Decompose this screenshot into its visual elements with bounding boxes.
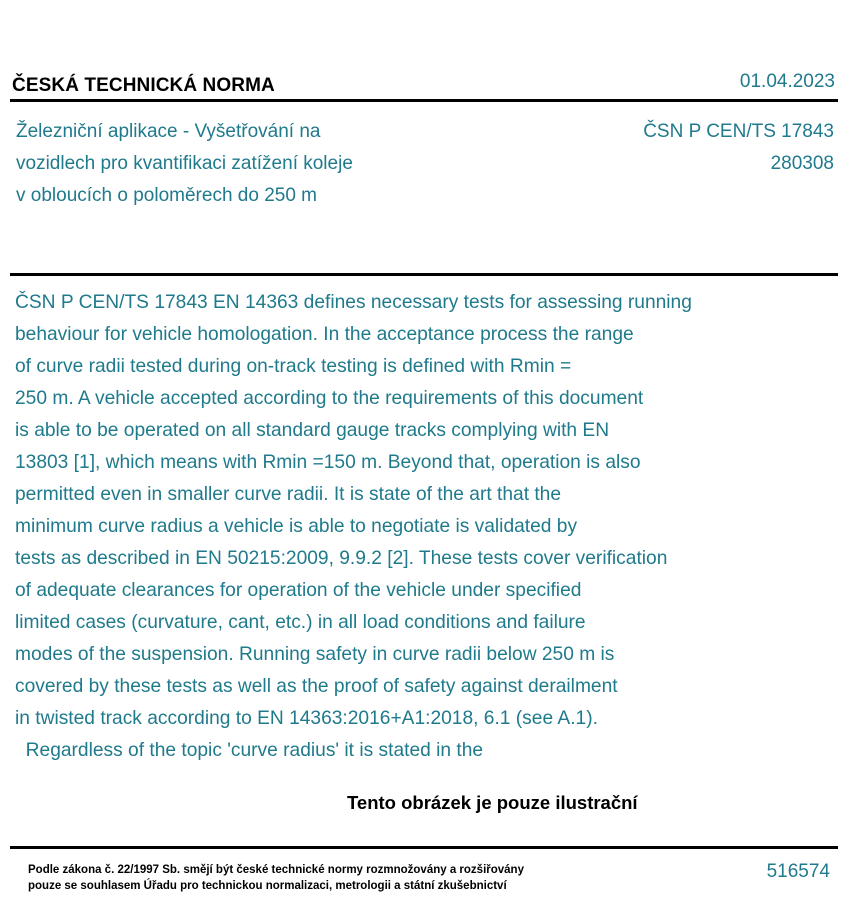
body-line: minimum curve radius a vehicle is able to negotiate is validated by: [15, 516, 578, 537]
footer-legal-note: [28, 862, 524, 894]
body-line: 250 m. A vehicle accepted according to the requirements of this document: [15, 388, 644, 409]
document-title-line: Železniční aplikace - Vyšetřování na: [16, 121, 321, 142]
body-line: tests as described in EN 50215:2009, 9.9.2 [2]. These tests cover verification: [15, 548, 668, 569]
footer-legal-line: Podle zákona č. 22/1997 Sb. smějí být české technické normy rozmnožovány a rozšiřovány: [28, 864, 524, 876]
body-line: Regardless of the topic 'curve radius' it is stated in the: [15, 740, 484, 761]
footer-number: 516574: [766, 861, 830, 882]
body-line: modes of the suspension. Running safety in curve radii below 250 m is: [15, 644, 615, 665]
document-code: ČSN P CEN/TS 17843: [643, 121, 834, 142]
body-line: in twisted track according to EN 14363:2016+A1:2018, 6.1 (see A.1).: [15, 708, 598, 729]
body-line: limited cases (curvature, cant, etc.) in all load conditions and failure: [15, 612, 586, 633]
body-line: covered by these tests as well as the proof of safety against derailment: [15, 676, 618, 697]
body-line: ČSN P CEN/TS 17843 EN 14363 defines necessary tests for assessing running: [15, 292, 692, 313]
body-text: [15, 287, 845, 767]
middle-rule: [10, 273, 838, 276]
body-line: of curve radii tested during on-track testing is defined with Rmin =: [15, 356, 572, 377]
illustrative-note: Tento obrázek je pouze ilustrační: [347, 792, 638, 813]
document-title-line: vozidlech pro kvantifikaci zatížení koleje: [16, 153, 353, 174]
document-code-block: [643, 116, 834, 180]
top-rule: [10, 99, 838, 102]
body-line: is able to be operated on all standard gauge tracks complying with EN: [15, 420, 610, 441]
header-date: 01.04.2023: [739, 71, 835, 92]
footer-legal-line: pouze se souhlasem Úřadu pro technickou normalizaci, metrologii a státní zkušebnictví: [28, 880, 507, 892]
header-title: ČESKÁ TECHNICKÁ NORMA: [12, 75, 275, 96]
document-title: [16, 116, 436, 212]
document-class-number: 280308: [770, 153, 834, 174]
body-line: of adequate clearances for operation of the vehicle under specified: [15, 580, 582, 601]
bottom-rule: [10, 846, 838, 849]
document-title-line: v obloucích o poloměrech do 250 m: [16, 185, 318, 206]
body-line: permitted even in smaller curve radii. It is state of the art that the: [15, 484, 562, 505]
body-line: behaviour for vehicle homologation. In the acceptance process the range: [15, 324, 634, 345]
body-line: 13803 [1], which means with Rmin =150 m. Beyond that, operation is also: [15, 452, 641, 473]
